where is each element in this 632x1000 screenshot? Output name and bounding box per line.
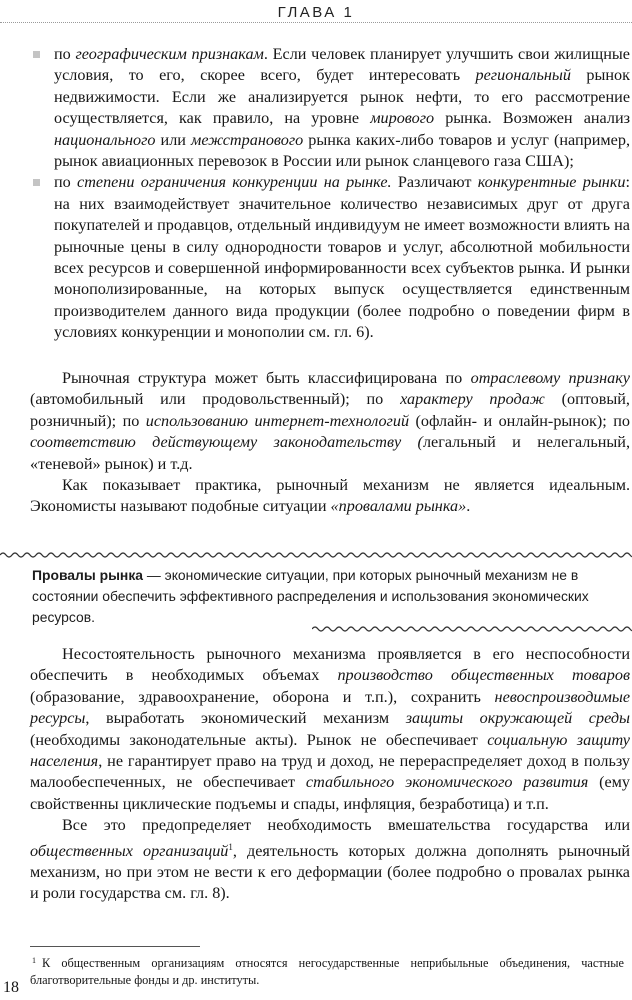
italic-term: общественных организаций: [30, 841, 229, 860]
italic-term: характеру продаж: [400, 390, 545, 409]
text-run: Несостоятельность рыночного механизма проявляется в его неспособности обеспечить в необходимых объемах: [30, 645, 630, 685]
text-run: рынка. Возможен анализ: [434, 109, 631, 128]
text-run: .: [466, 497, 471, 516]
text-run: , выработать экономический механизм: [85, 709, 406, 728]
italic-term: конкурентные рынки: [477, 173, 626, 192]
text-run: Все это предопределяет необходимость вмешательства государства или: [62, 816, 630, 835]
chapter-title: ГЛАВА 1: [277, 4, 355, 21]
italic-term: стабильного экономического развития: [305, 773, 589, 792]
text-run: рынок недвижимости. Если же анализируется рынок нефти, то его рассмотрение осуществляется, как правило, на уровне: [54, 66, 630, 128]
definition-top-wave: [0, 550, 632, 560]
classification-list: [0, 44, 632, 344]
text-run: (образование, здравоохранение, оборона и т.п.), сохранить: [30, 687, 495, 706]
text-run: (оптовый, розничный); по: [30, 390, 630, 430]
definition-body: — экономические ситуации, при которых рыночный механизм не в состоянии обеспечить эффективного распределения и использования экономических ресурсов.: [32, 567, 589, 625]
header-rule: [0, 22, 632, 24]
text-run: рынка каких-либо товаров и услуг (например, рынок авиационных перевозок в России или рынок сланцевого газа США);: [54, 130, 630, 171]
bullet-icon: [33, 179, 40, 186]
italic-term: межстранового: [190, 130, 304, 149]
list-item-text: [54, 173, 630, 341]
definition-bottom-wave: [312, 624, 632, 634]
italic-term: степени ограничения конкуренции на рынке.: [77, 173, 392, 192]
italic-term: невоспроизводимые ресурсы: [30, 687, 630, 728]
paragraph-market-failure-details: [0, 644, 632, 815]
list-item-geographic: [0, 44, 632, 172]
paragraph-state-intervention: [0, 815, 632, 905]
footnote: [30, 952, 624, 989]
footnote-marker: 1: [32, 956, 36, 965]
italic-term: отраслевому признаку: [470, 369, 630, 387]
running-header: [0, 0, 632, 26]
italic-term: «провалами рынка»: [330, 497, 467, 516]
page-number: 18: [3, 979, 19, 996]
text-run: . Если человек планирует улучшить свои жилищные условия, то его, скорее всего, будет интересовать: [54, 45, 630, 85]
list-item-competition: [0, 172, 632, 343]
text-run: (офлайн- и онлайн-рынок); по: [409, 411, 630, 430]
italic-term: региональный: [475, 66, 571, 85]
text-run: Различают: [391, 173, 478, 192]
italic-term: производство общественных товаров: [337, 666, 630, 685]
text-run: Как показывает практика, рыночный механизм не является идеальным. Экономисты называют подобные ситуации: [30, 476, 630, 516]
paragraph-market-structure: [0, 368, 632, 475]
body-paragraphs-top: [0, 368, 632, 518]
paragraph-market-failures-intro: [0, 475, 632, 518]
definition-term: Провалы рынка: [32, 567, 143, 583]
text-run: (автомобильный или продовольственный); по: [30, 390, 401, 409]
italic-term: национального: [54, 130, 156, 149]
italic-term: мирового: [370, 109, 435, 128]
italic-term: соответствию действующему законодательству (: [30, 433, 423, 452]
text-run: по: [54, 45, 76, 63]
bullet-icon: [33, 51, 40, 58]
text-run: легальный и нелегальный, «теневой» рынок) и т.д.: [30, 433, 630, 473]
text-run: (ему свойственны циклические подъемы и спады, инфляция, безработица) и т.п.: [30, 773, 630, 813]
body-paragraphs-bottom: [0, 644, 632, 905]
text-run: по: [54, 173, 78, 192]
definition-box: [0, 565, 632, 628]
italic-term: географическим признакам: [75, 45, 264, 63]
text-run: или: [155, 130, 191, 149]
text-run: : на них взаимодействует значительное количество независимых друг от друга покупателей и продавцов, отдельный индивидуум не имеет возможности влиять на рыночные цены в силу однородности товаров и услуг, абсолютной мобильности всех ресурсов и совершенной информированности всех субъектов рынка. И рынки монополизированные, на которых выпуск осуществляется единственным производителем данного вида продукции (более подробно о поведении фирм в условиях конкуренции и монополии см. гл. 6).: [54, 173, 630, 342]
list-item-text: [54, 45, 630, 170]
footnote-ref: 1: [228, 841, 233, 852]
text-run: , деятельность которых должна дополнять рыночный механизм, но при этом не вести к его деформации (более подробно о провалах рынка и роли государства см. гл. 8).: [30, 841, 630, 903]
footnote-rule: [30, 946, 200, 947]
definition-text: [0, 565, 632, 628]
text-run: Рыночная структура может быть классифицирована по: [62, 369, 471, 387]
text-run: , не гарантирует право на труд и доход, не перераспределяет доход в пользу малообеспеченных, не обеспечивает: [30, 752, 630, 792]
italic-term: защиты окружающей среды: [405, 709, 631, 728]
text-run: (необходимы законодательные акты). Рынок не обеспечивает: [30, 730, 488, 749]
italic-term: социальную защиту населения: [30, 730, 630, 771]
footnote-text: К общественным организациям относятся негосударственные неприбыльные объединения, частные благотворительные фонды и др. институты.: [30, 956, 624, 987]
italic-term: использованию интернет-технологий: [145, 411, 410, 430]
